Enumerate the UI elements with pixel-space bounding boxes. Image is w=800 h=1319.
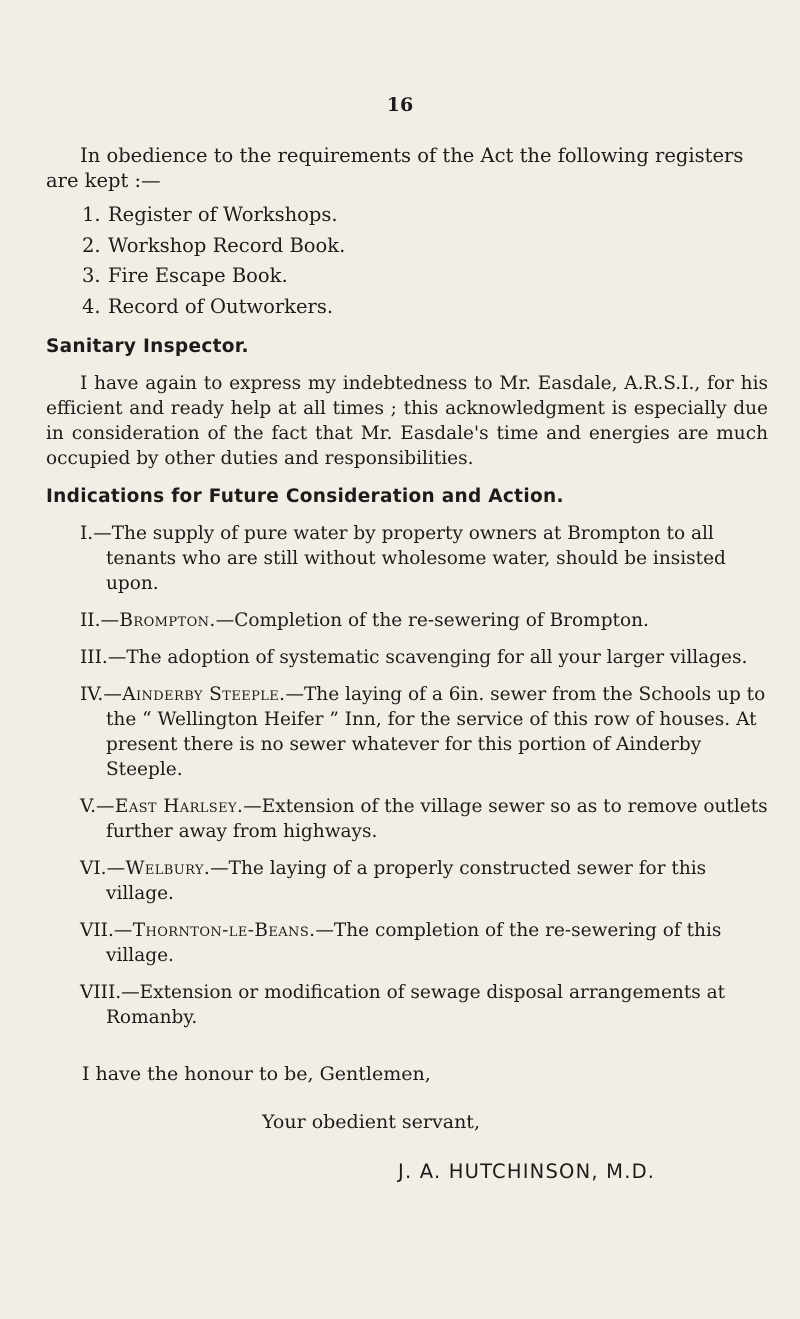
list-item-number: 4. [82,294,101,318]
list-item [82,292,722,323]
item-numeral: VI. [80,858,107,879]
item-numeral: I. [80,523,94,544]
indication-item [80,980,770,1030]
list-item-number: 3. [82,264,101,287]
item-text: —The laying of a 6in. sewer from the Schools up to the “ Wellington Heifer ” Inn, for the service of this row of houses. At present there is no sewer whatever for this portion of Ainderby Steeple. [106,684,766,780]
item-numeral: IV. [80,684,104,705]
item-numeral: III. [80,647,108,668]
item-text: —Extension or modification of sewage disposal arrangements at Romanby. [106,982,726,1028]
indications-heading: Indications for Future Consideration and Action. [46,486,564,507]
closing-line: I have the honour to be, Gentlemen, [82,1063,431,1085]
item-numeral: V. [80,796,97,817]
indication-item [80,682,770,782]
item-text: —The supply of pure water by property owners at Brompton to all tenants who are still without wholesome water, should be insisted upon. [93,523,726,594]
intro-paragraph: In obedience to the requirements of the Act the following registers are kept :— [46,144,744,192]
sanitary-inspector-heading: Sanitary Inspector. [46,336,249,357]
item-place: —Brompton. [100,610,216,631]
list-item-text: Fire Escape Book. [108,264,288,287]
closing-servant-line: Your obedient servant, [262,1111,480,1133]
signature: J. A. HUTCHINSON, M.D. [398,1160,656,1183]
sanitary-inspector-paragraph: I have again to express my indebtedness to Mr. Easdale, A.R.S.I., for his efficient and ready help at all times ; this acknowledgment is especially due in consideration of the fact that Mr. Easdale's time and energies are much occupied by other duties and responsibilities. [46,373,768,469]
indication-item [80,856,770,906]
item-numeral: VII. [80,920,114,941]
item-text: —Completion of the re-sewering of Brompton. [215,610,649,631]
list-item-number: 1. [82,203,101,226]
list-item-text: Register of Workshops. [108,203,338,226]
list-item-text: Record of Outworkers. [108,294,334,318]
item-numeral: II. [80,610,101,631]
list-item [82,231,722,262]
item-place: —Welbury. [106,858,211,879]
list-item [82,261,722,292]
registers-list [82,200,722,322]
item-place: —Thornton-le-Beans. [113,920,316,941]
list-item-text: Workshop Record Book. [108,233,346,257]
indication-item [80,918,770,968]
list-item-number: 2. [82,233,101,257]
item-text: —The adoption of systematic scavenging for all your larger villages. [107,647,748,668]
item-place: —Ainderby Steeple. [103,684,286,705]
item-place: —East Harlsey. [96,796,244,817]
indication-item [80,794,770,844]
indication-item [80,608,770,633]
page-number: 16 [386,94,414,116]
indication-item [80,521,770,596]
item-text: —The laying of a properly constructed sewer for this village. [106,858,707,904]
item-text: —Extension of the village sewer so as to remove outlets further away from highways. [106,796,768,842]
indication-item [80,645,770,670]
item-text: —The completion of the re-sewering of this village. [106,920,722,966]
item-numeral: VIII. [80,982,122,1003]
list-item [82,200,722,231]
indications-list [80,521,770,1042]
